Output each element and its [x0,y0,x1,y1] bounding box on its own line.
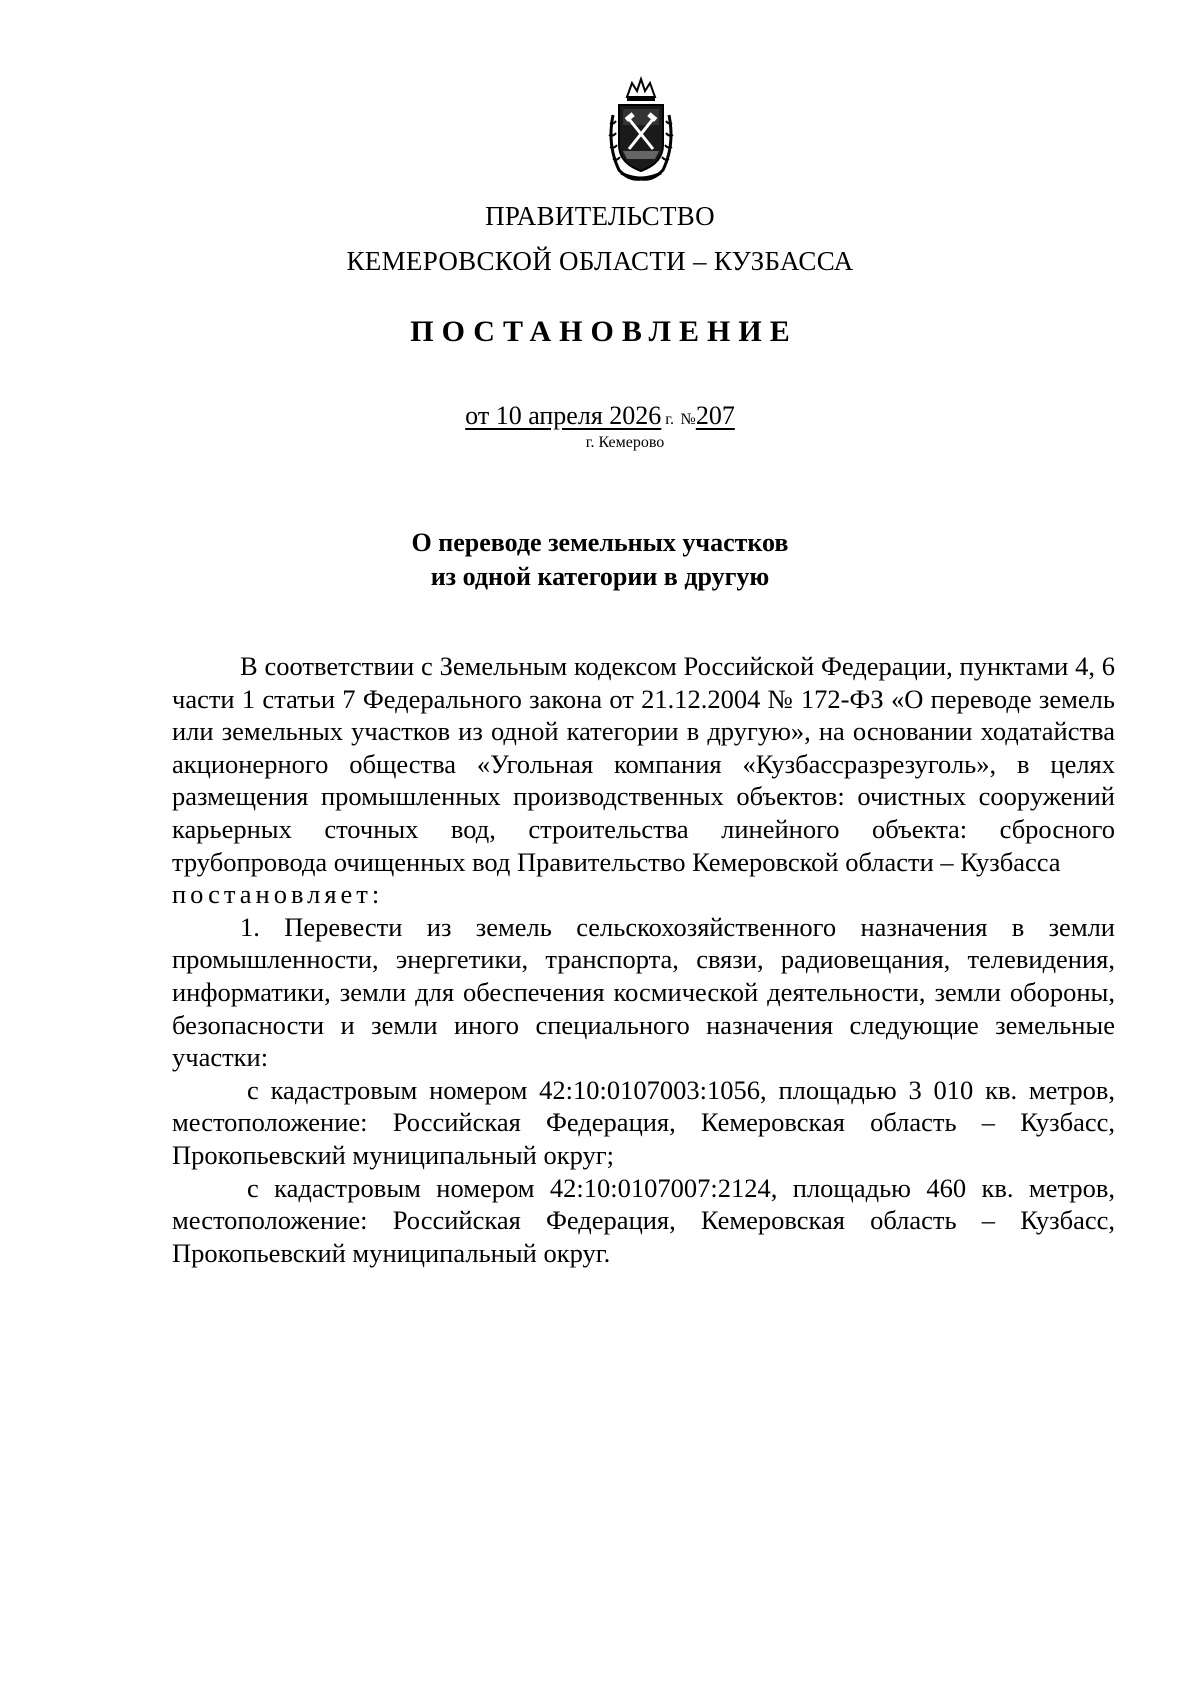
doc-body [172,650,1115,1269]
parcel-1-paragraph: с кадастровым номером 42:10:0107003:1056, площадью 3 010 кв. метров, местоположение: Российская Федерация, Кемеровская область – Кузбасс, Прокопьевский муниципальный округ; [172,1074,1115,1170]
gov-title-line1: ПРАВИТЕЛЬСТВО [485,201,715,231]
date-line [0,400,1200,436]
year-suffix: г. [661,411,675,428]
gov-title-line2: КЕМЕРОВСКОЙ ОБЛАСТИ – КУЗБАССА [346,246,854,276]
parcel-2-paragraph: с кадастровым номером 42:10:0107007:2124, площадью 460 кв. метров, местоположение: Российская Федерация, Кемеровская область – Кузбасс, Прокопьевский муниципальный округ. [172,1172,1115,1268]
date-text: от 10 апреля 2026 [465,401,662,430]
item-1-paragraph: 1. Перевести из земель сельскохозяйственного назначения в земли промышленности, энергетики, транспорта, связи, радиовещания, телевидения, информатики, земли для обеспечения космической деятельности, земли обороны, безопасности и земли иного специального назначения следующие земельные участки: [172,911,1115,1073]
doc-title-line2: из одной категории в другую [430,562,770,591]
decrees-word: постановляет: [172,879,384,910]
city-name: г. Кемерово [585,434,665,451]
doc-type-heading: ПОСТАНОВЛЕНИЕ [410,315,798,348]
coat-of-arms-icon [605,75,677,185]
preamble-paragraph: В соответствии с Земельным кодексом Российской Федерации, пунктами 4, 6 части 1 статьи 7 Федерального закона от 21.12.2004 № 172-ФЗ «О переводе земель или земельных участков из одной категории в другую», на основании ходатайства акционерного общества «Угольная компания «Кузбассразрезуголь», в целях размещения промышленных производственных объектов: очистных сооружений карьерных сточных вод, строительства линейного объекта: сбросного трубопровода очищенных вод Правительство Кемеровской области – Кузбасса [172,651,1115,877]
doc-title-line1: О переводе земельных участков [411,528,789,557]
doc-number: 207 [695,401,735,430]
number-label: № [680,411,696,428]
